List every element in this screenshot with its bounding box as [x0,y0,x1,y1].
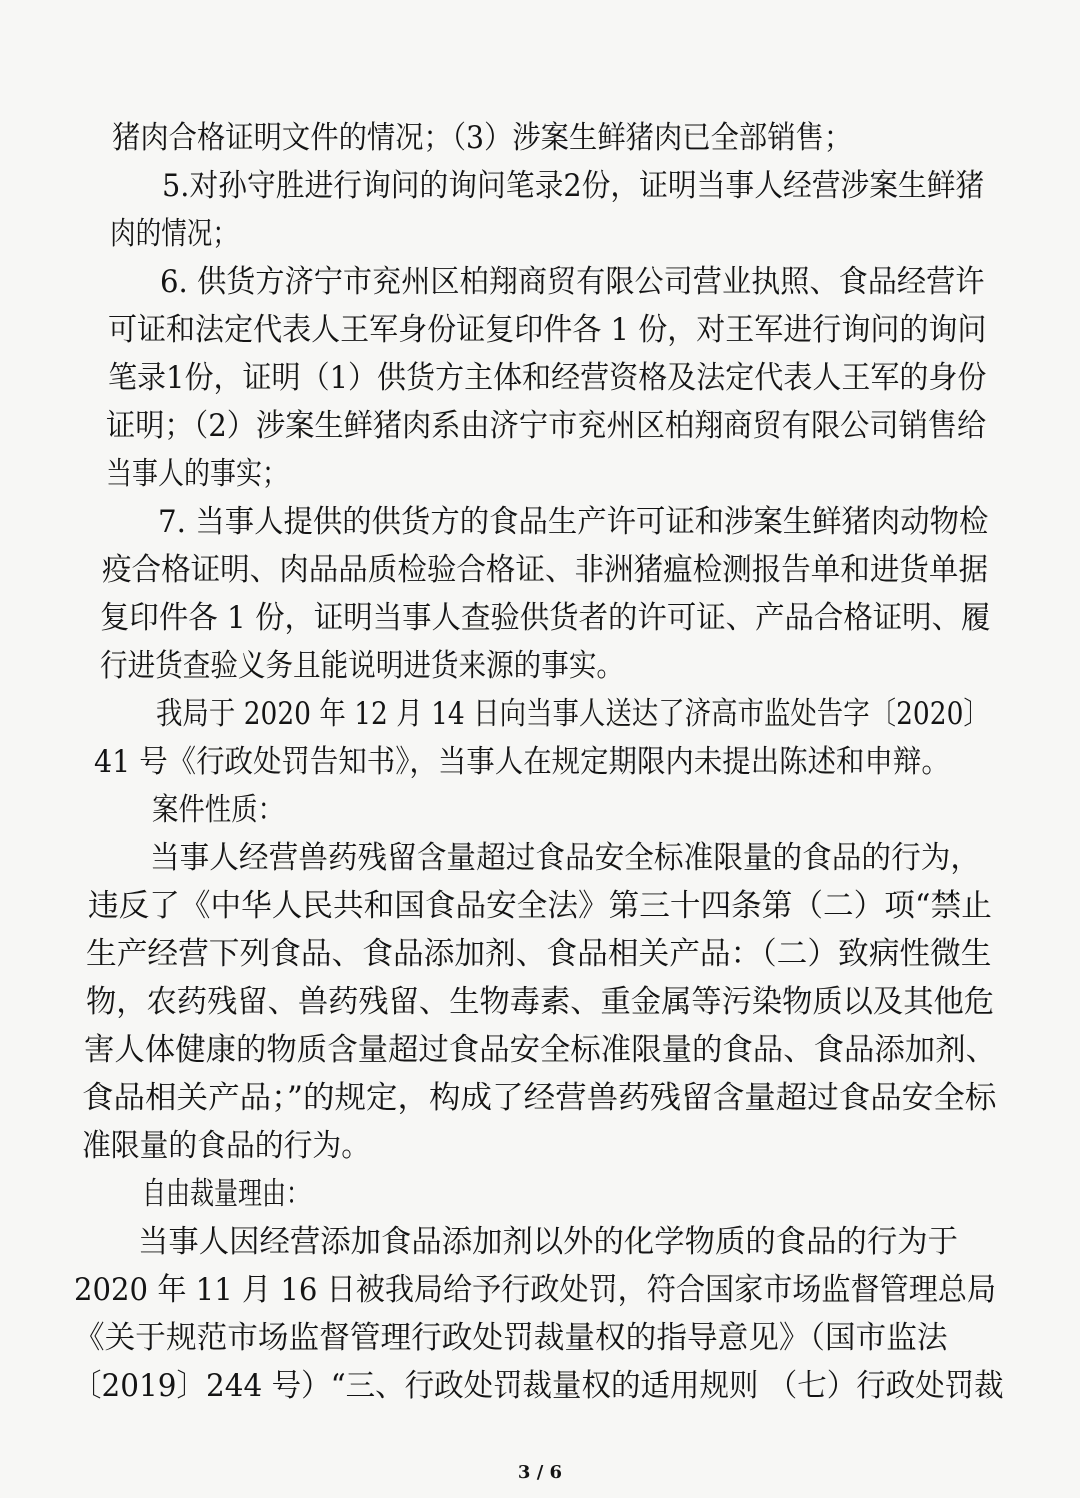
text-line: 行进货查验义务且能说明进货来源的事实。 [100,648,624,684]
text-line: 笔录1份，证明（1）供货方主体和经营资格及法定代表人王军的身份 [108,360,987,396]
text-line: 食品相关产品；”的规定，构成了经营兽药残留含量超过食品安全标 [82,1080,997,1116]
text-line: 当事人的事实； [106,456,288,492]
text-line: 违反了《中华人民共和国食品安全法》第三十四条第（二）项“禁止 [88,888,992,924]
text-line: 猪肉合格证明文件的情况；（3）涉案生鲜猪肉已全部销售； [112,120,853,156]
text-line: 物，农药残留、兽药残留、生物毒素、重金属等污染物质以及其他危 [86,984,994,1020]
text-line: 当事人因经营添加食品添加剂以外的化学物质的食品的行为于 [138,1224,958,1260]
text-line: 5.对孙守胜进行询问的询问笔录2份，证明当事人经营涉案生鲜猪 [162,168,985,204]
text-line: 肉的情况； [110,216,238,252]
text-line: 《关于规范市场监督管理行政处罚裁量权的指导意见》（国市监法 [74,1320,948,1356]
text-line: 当事人经营兽药残留含量超过食品安全标准限量的食品的行为， [150,840,980,876]
text-line: 我局于 2020 年 12 月 14 日向当事人送达了济高市监处告字〔2020〕 [156,696,990,732]
text-line: 害人体健康的物质含量超过食品安全标准限量的食品、食品添加剂、 [84,1032,996,1068]
text-line: 证明；（2）涉案生鲜猪肉系由济宁市兖州区柏翔商贸有限公司销售给 [106,408,987,444]
text-line: 2020 年 11 月 16 日被我局给予行政处罚，符合国家市场监督管理总局 [74,1272,997,1308]
text-line: 准限量的食品的行为。 [82,1128,370,1164]
text-line: 可证和法定代表人王军身份证复印件各 1 份，对王军进行询问的询问 [108,312,987,348]
section-heading: 案件性质： [152,792,284,828]
page-number: 3 / 6 [517,1462,563,1483]
text-line: 复印件各 1 份，证明当事人查验供货者的许可证、产品合格证明、履 [100,600,991,636]
section-heading: 自由裁量理由： [142,1176,310,1212]
text-line: 疫合格证明、肉品品质检验合格证、非洲猪瘟检测报告单和进货单据 [102,552,988,588]
text-line: 7. 当事人提供的供货方的食品生产许可证和涉案生鲜猪肉动物检 [158,504,989,540]
text-line: 41 号《行政处罚告知书》，当事人在规定期限内未提出陈述和申辩。 [94,744,950,780]
text-line: 6. 供货方济宁市兖州区柏翔商贸有限公司营业执照、食品经营许 [160,264,985,300]
text-line: 生产经营下列食品、食品添加剂、食品相关产品：（二）致病性微生 [86,936,992,972]
text-line: 〔2019〕244 号）“三、行政处罚裁量权的适用规则 （七）行政处罚裁 [72,1368,1004,1404]
